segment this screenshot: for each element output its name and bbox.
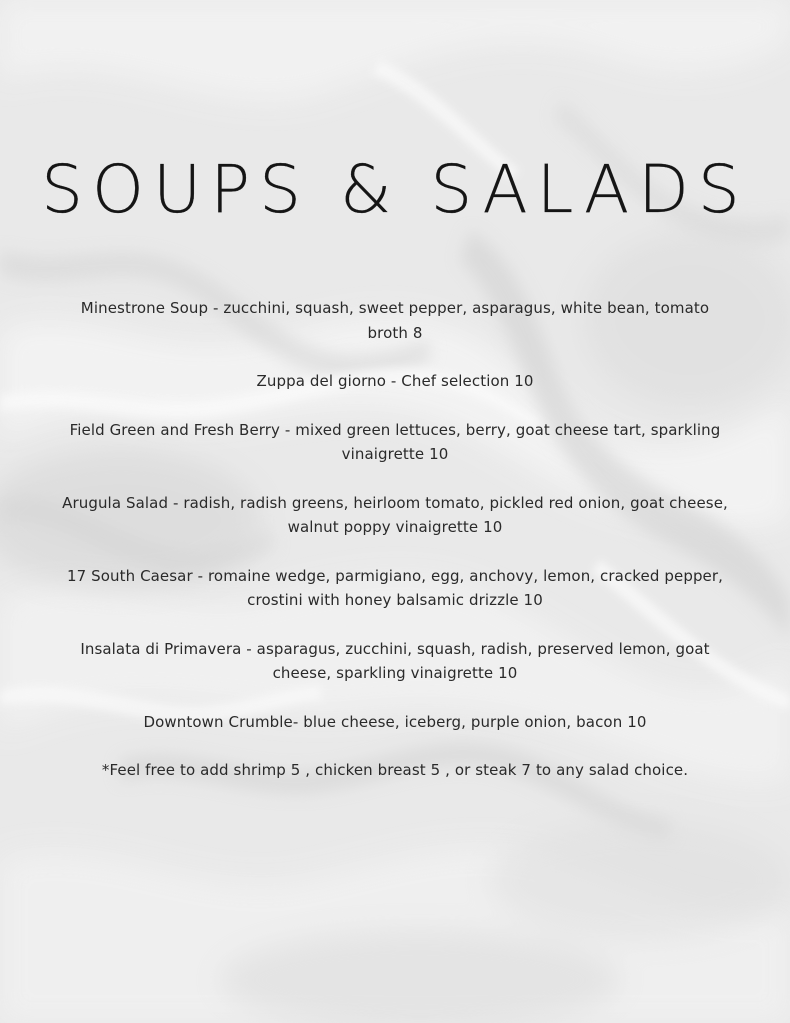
menu-item-arugula [60,491,730,540]
item-description: radish, radish greens, heirloom tomato, pickled red onion, goat cheese, walnut poppy vinaigrette [183,493,728,536]
item-price: 10 [483,518,503,536]
item-name: Downtown Crumble [143,712,293,731]
menu-item-crumble [60,710,730,735]
item-separator: - [292,712,304,731]
item-name: Arugula Salad [62,493,169,512]
item-price: 10 [627,712,647,731]
item-separator: - [386,372,402,390]
menu-list [60,296,730,783]
menu-item-field-green [60,418,730,467]
item-description: romaine wedge, parmigiano, egg, anchovy, lemon, cracked pepper, crostini with honey balsamic drizzle [208,566,724,609]
item-description: blue cheese, iceberg, purple onion, bacon [303,712,623,731]
item-separator: - [192,566,208,585]
item-price: 10 [523,591,543,609]
item-description: zucchini, squash, sweet pepper, asparagus, white bean, tomato broth [223,299,710,342]
item-separator: - [280,420,296,439]
menu-item-minestrone [60,296,730,345]
item-name: Minestrone Soup [80,299,209,317]
item-price: 10 [498,664,518,682]
item-name: Zuppa del giorno [256,372,387,390]
item-name: Field Green and Fresh Berry [69,420,281,439]
menu-item-zuppa [60,369,730,394]
item-separator: - [208,299,224,317]
item-price: 10 [429,445,449,463]
page-title: SOUPS & SALADS [41,151,749,228]
item-description: Chef selection [401,372,510,390]
item-price: 10 [514,372,534,390]
menu-item-primavera [60,637,730,686]
item-price: 8 [412,323,423,342]
item-description: mixed green lettuces, berry, goat cheese tart, sparkling vinaigrette [295,420,721,463]
item-name: Insalata di Primavera [80,639,242,658]
item-description: asparagus, zucchini, squash, radish, preserved lemon, goat cheese, sparkling vinaigrette [256,639,710,682]
add-protein-note: *Feel free to add shrimp 5 , chicken breast 5 , or steak 7 to any salad choice. [101,761,689,779]
item-name: 17 South Caesar [66,566,193,585]
menu-item-caesar [60,564,730,613]
item-separator: - [168,493,184,512]
item-separator: - [241,639,257,658]
